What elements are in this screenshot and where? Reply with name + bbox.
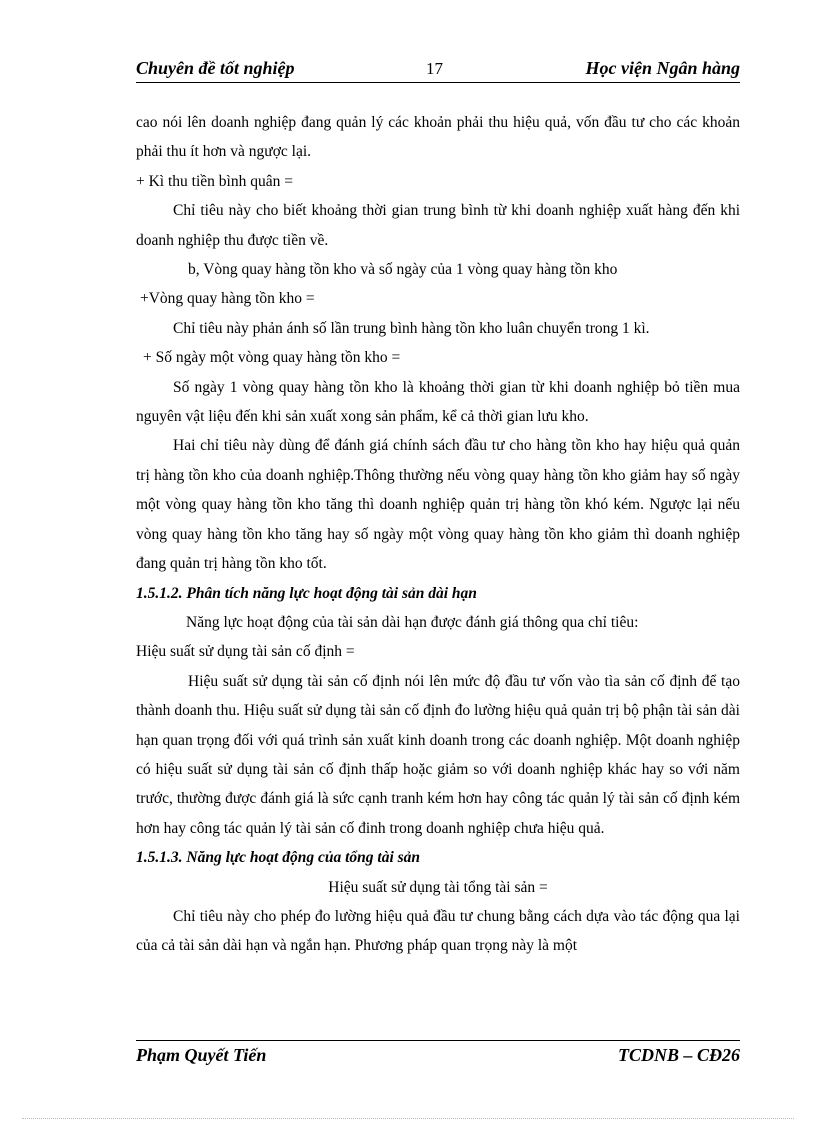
paragraph: Hai chỉ tiêu này dùng để đánh giá chính sách đầu tư cho hàng tồn kho hay hiệu quả quản trị hàng tồn kho của doanh nghiệp.Thông thường nếu vòng quay hàng tồn kho giảm hay số ngày một vòng quay hàng tồn kho tăng thì doanh nghiệp quản trị hàng tồn khó kém. Ngược lại nếu vòng quay hàng tồn kho tăng hay số ngày một vòng quay hàng tồn kho giảm thì doanh nghiệp đang quản trị hàng tồn kho tốt. (136, 437, 740, 573)
paragraph: Hiệu suất sử dụng tài sản cố định nói lên mức độ đầu tư vốn vào tìa sản cố định để tạo thành doanh thu. Hiệu suất sử dụng tài sản cố định đo lường hiệu quả quản trị bộ phận tài sản dài hạn quan trọng đối với quá trình sản xuất kinh doanh trong các doanh nghiệp. Một doanh nghiệp có hiệu suất sử dụng tài sản cố định thấp hoặc giảm so với doanh nghiệp khác hay so với năm trước, thường được đánh giá là sức cạnh tranh kém hơn hay công tác quản lý tài sản cố định kém hơn hay công tác quản lý tài sản cố đinh trong doanh nghiệp chưa hiệu quả. (136, 672, 740, 837)
page-body (136, 108, 740, 961)
footer-author: Phạm Quyết Tiến (136, 1045, 267, 1065)
paragraph: Số ngày 1 vòng quay hàng tồn kho là khoảng thời gian từ khi doanh nghiệp bỏ tiền mua nguyên vật liệu đến khi sản xuất xong sản phẩm, kể cả thời gian lưu kho. (136, 378, 740, 426)
subsection-title: b, Vòng quay hàng tồn kho và số ngày của 1 vòng quay hàng tồn kho (188, 261, 618, 279)
paragraph: Chỉ tiêu này phản ánh số lần trung bình hàng tồn kho luân chuyển trong 1 kì. (173, 319, 650, 337)
formula-line: +Vòng quay hàng tồn kho = (140, 290, 315, 308)
paragraph: cao nói lên doanh nghiệp đang quản lý các khoản phải thu hiệu quả, vốn đầu tư cho các khoản phải thu ít hơn và ngược lại. (136, 114, 740, 161)
footer-class-code: TCDNB – CĐ26 (617, 1045, 740, 1065)
formula-line: + Số ngày một vòng quay hàng tồn kho = (143, 349, 401, 367)
header-institution: Học viện Ngân hàng (585, 58, 740, 78)
formula-line: Hiệu suất sử dụng tài tổng tài sản = (328, 878, 548, 896)
paragraph: Năng lực hoạt động của tài sản dài hạn được đánh giá thông qua chỉ tiêu: (186, 613, 639, 631)
page-header (136, 58, 740, 83)
section-heading: 1.5.1.3. Năng lực hoạt động của tổng tài sản (136, 849, 421, 867)
page-footer (136, 1040, 740, 1067)
header-document-type: Chuyên đề tốt nghiệp (136, 58, 295, 78)
section-heading: 1.5.1.2. Phân tích năng lực hoạt động tài sản dài hạn (136, 584, 477, 602)
paragraph: Chỉ tiêu này cho phép đo lường hiệu quả đầu tư chung bằng cách dựa vào tác động qua lại của cả tài sản dài hạn và ngắn hạn. Phương pháp quan trọng này là một (136, 907, 740, 955)
formula-line: + Kì thu tiền bình quân = (136, 172, 293, 190)
formula-line: Hiệu suất sử dụng tài sản cố định = (136, 643, 355, 661)
page-bottom-edge (22, 1118, 794, 1119)
page-number: 17 (426, 59, 443, 78)
paragraph: Chỉ tiêu này cho biết khoảng thời gian trung bình từ khi doanh nghiệp xuất hàng đến khi doanh nghiệp thu được tiền về. (136, 202, 740, 249)
